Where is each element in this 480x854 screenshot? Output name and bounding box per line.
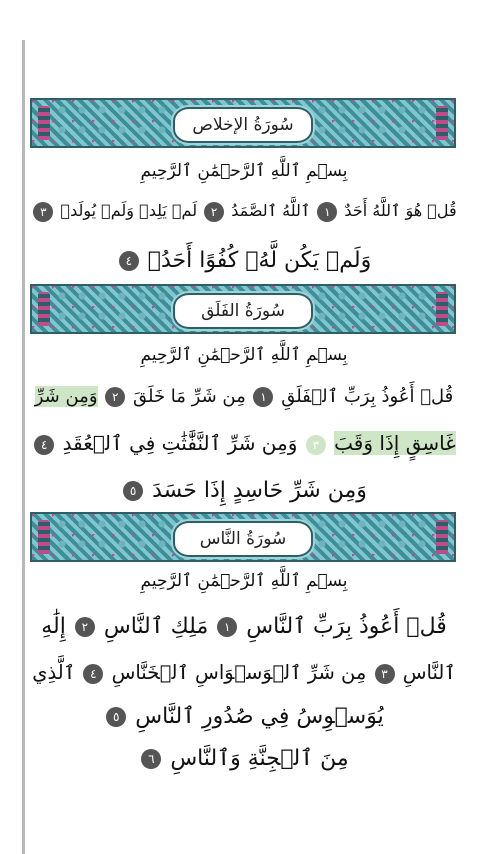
surah-header-nas xyxy=(30,512,456,562)
ayah-number-marker: ٤ xyxy=(83,664,103,684)
ayah-number-marker: ٢ xyxy=(105,387,125,407)
surah-title-ikhlas: سُورَةُ الإخلاص xyxy=(173,107,313,143)
ayah-number-marker: ٥ xyxy=(106,707,126,727)
mushaf-page[interactable] xyxy=(30,0,458,854)
surah-header-falaq xyxy=(30,284,456,334)
verse-line[interactable] xyxy=(30,658,458,688)
verse-text: قُلۡ أَعُوذُ بِرَبِّ ٱلنَّاسِ xyxy=(246,614,447,639)
verse-text: لَمۡ يَلِدۡ وَلَمۡ يُولَدۡ xyxy=(60,201,198,220)
verse-line[interactable] xyxy=(30,428,458,458)
ayah-number-marker: ١ xyxy=(317,202,337,222)
basmala-ikhlas: بِسۡمِ ٱللَّهِ ٱلرَّحۡمَٰنِ ٱلرَّحِيمِ xyxy=(140,161,348,181)
verse-text: قُلۡ هُوَ ٱللَّهُ أَحَدٌ xyxy=(344,201,457,220)
verse-text: ٱلنَّاسِ xyxy=(402,661,456,684)
verse-text: غَاسِقٍ إِذَا وَقَبَ xyxy=(334,431,456,455)
verse-text: قُلۡ أَعُوذُ بِرَبِّ ٱلۡفَلَقِ xyxy=(281,386,454,407)
ayah-number-marker: ١ xyxy=(253,387,273,407)
verse-text: وَلَمۡ يَكُن لَّهُۥ كُفُوًا أَحَدُۢ xyxy=(147,248,372,273)
verse-text: مَلِكِ ٱلنَّاسِ xyxy=(103,614,209,639)
ayah-number-marker: ٢ xyxy=(204,202,224,222)
verse-text: وَمِن شَرِّ xyxy=(34,386,98,407)
verse-text: وَمِن شَرِّ حَاسِدٍ إِذَا حَسَدَ xyxy=(152,478,367,503)
ayah-number-marker: ٣ xyxy=(33,202,53,222)
verse-line[interactable] xyxy=(30,476,458,506)
verse-text: يُوَسۡوِسُ فِي صُدُورِ ٱلنَّاسِ xyxy=(135,704,384,729)
verse-line[interactable] xyxy=(30,196,458,226)
ayah-number-marker: ٤ xyxy=(34,435,54,455)
ayah-number-marker: ١ xyxy=(217,617,237,637)
ayah-number-marker: ٥ xyxy=(123,481,143,501)
verse-text: وَمِن شَرِّ ٱلنَّفَّٰثَٰتِ فِي ٱلۡعُقَدِ xyxy=(62,431,298,455)
basmala-nas: بِسۡمِ ٱللَّهِ ٱلرَّحۡمَٰنِ ٱلرَّحِيمِ xyxy=(140,571,348,591)
verse-line[interactable] xyxy=(30,612,458,642)
ayah-number-marker: ٣ xyxy=(306,435,326,455)
verse-text: ٱلَّذِي xyxy=(32,661,76,684)
verse-text: مِن شَرِّ ٱلۡوَسۡوَاسِ ٱلۡخَنَّاسِ xyxy=(111,661,367,684)
surah-header-ikhlas xyxy=(30,98,456,148)
verse-text: إِلَٰهِ xyxy=(41,614,66,639)
verse-text: مِن شَرِّ مَا خَلَقَ xyxy=(132,386,246,407)
surah-title-nas: سُورَةُ النَّاس xyxy=(173,521,313,557)
verse-line[interactable] xyxy=(30,246,458,276)
verse-line[interactable] xyxy=(30,382,458,412)
ayah-number-marker: ٦ xyxy=(141,749,161,769)
surah-title-falaq: سُورَةُ الفَلَق xyxy=(173,293,313,329)
ayah-number-marker: ٤ xyxy=(119,251,139,271)
page-edge-divider xyxy=(22,40,25,854)
verse-text: ٱللَّهُ ٱلصَّمَدُ xyxy=(231,201,311,220)
basmala-falaq: بِسۡمِ ٱللَّهِ ٱلرَّحۡمَٰنِ ٱلرَّحِيمِ xyxy=(140,345,348,365)
verse-line[interactable] xyxy=(30,744,458,774)
ayah-number-marker: ٢ xyxy=(75,617,95,637)
verse-line[interactable] xyxy=(30,702,458,732)
verse-text: مِنَ ٱلۡجِنَّةِ وَٱلنَّاسِ xyxy=(170,746,349,771)
ayah-number-marker: ٣ xyxy=(375,664,395,684)
